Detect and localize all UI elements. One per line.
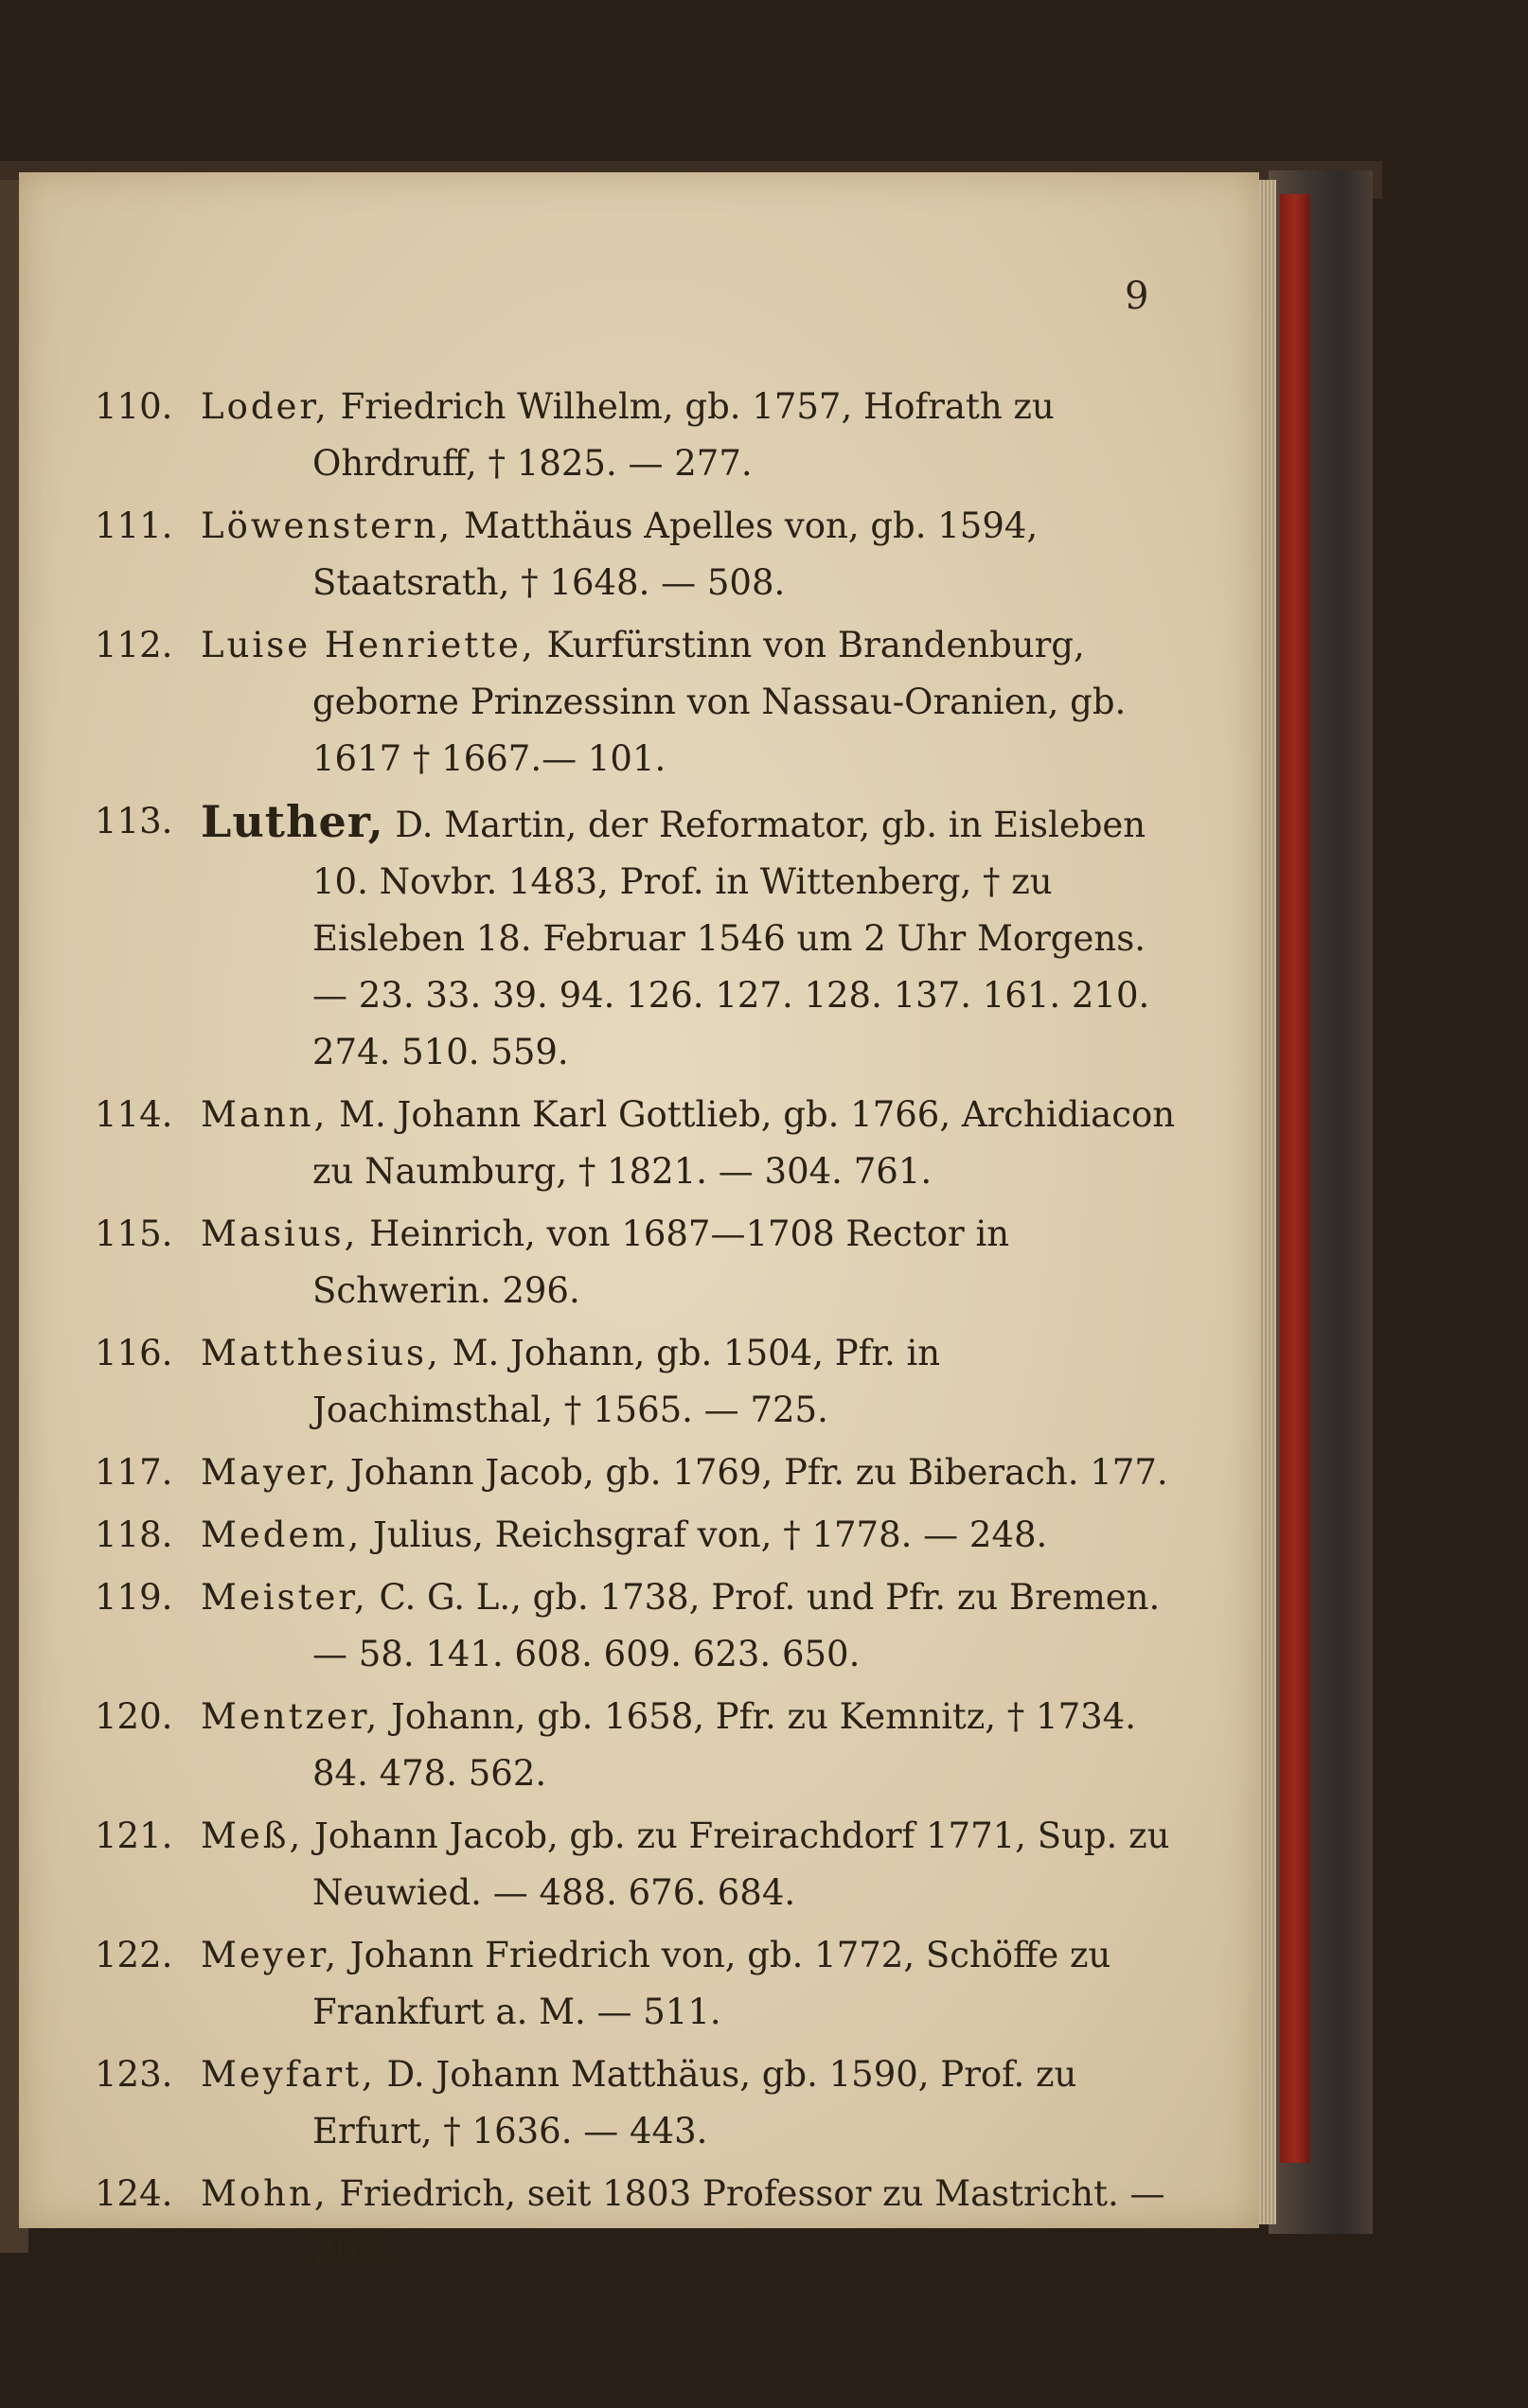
- entry-text: Johann Jacob, gb. zu Freirachdorf 1771, Sup. zu Neuwied. — 488. 676. 684.: [312, 1815, 1170, 1913]
- entry-number: 115.: [95, 1213, 173, 1254]
- entry-123: [95, 2046, 1183, 2160]
- entry-110: [95, 379, 1183, 492]
- entry-text: C. G. L., gb. 1738, Prof. und Pfr. zu Bremen. — 58. 141. 608. 609. 623. 650.: [312, 1577, 1161, 1674]
- entry-name: Meß,: [201, 1815, 304, 1856]
- register-entries: [95, 379, 1183, 2285]
- entry-text: M. Johann Karl Gottlieb, gb. 1766, Archidiacon zu Naumburg, † 1821. — 304. 761.: [312, 1094, 1176, 1192]
- entry-114: [95, 1087, 1183, 1200]
- entry-number: 117.: [95, 1452, 173, 1493]
- red-spine: [1280, 194, 1310, 2163]
- entry-name: Masius,: [201, 1213, 359, 1254]
- entry-name: Medem,: [201, 1514, 363, 1555]
- entry-name: Löwenstern,: [201, 505, 453, 546]
- entry-text: D. Martin, der Reformator, gb. in Eisleben 10. Novbr. 1483, Prof. in Wittenberg, † zu Eisleben 18. Februar 1546 um 2 Uhr Morgens. — 23. 33. 39. 94. 126. 127. 128. 137. 161. 210. 274. 510. 559.: [312, 805, 1150, 1072]
- entry-124: [95, 2166, 1183, 2279]
- entry-name: Matthesius,: [201, 1333, 441, 1373]
- entry-number: 112.: [95, 625, 173, 665]
- entry-text: M. Johann, gb. 1504, Pfr. in Joachimsthal, † 1565. — 725.: [312, 1333, 941, 1430]
- entry-number: 119.: [95, 1577, 173, 1618]
- entry-text: Friedrich, seit 1803 Professor zu Mastricht. — 261.: [312, 2173, 1165, 2271]
- entry-116: [95, 1325, 1183, 1439]
- entry-text: Johann, gb. 1658, Pfr. zu Kemnitz, † 1734. 84. 478. 562.: [312, 1696, 1136, 1794]
- entry-number: 118.: [95, 1514, 173, 1555]
- entry-number: 121.: [95, 1815, 173, 1856]
- entry-name: Meyer,: [201, 1935, 339, 1975]
- entry-name: Mentzer,: [201, 1696, 381, 1737]
- entry-number: 124.: [95, 2173, 173, 2214]
- entry-number: 113.: [95, 801, 173, 841]
- entry-number: 110.: [95, 386, 173, 427]
- entry-text: Friedrich Wilhelm, gb. 1757, Hofrath zu Ohrdruff, † 1825. — 277.: [312, 386, 1055, 484]
- entry-name: Mohn,: [201, 2173, 329, 2214]
- entry-name: Meister,: [201, 1577, 368, 1618]
- entry-117: [95, 1444, 1183, 1501]
- entry-number: 111.: [95, 505, 173, 546]
- entry-number: 122.: [95, 1935, 173, 1975]
- entry-111: [95, 498, 1183, 611]
- entry-119: [95, 1569, 1183, 1683]
- entry-number: 123.: [95, 2054, 173, 2095]
- entry-name: Luise Henriette,: [201, 625, 536, 665]
- entry-name: Mann,: [201, 1094, 329, 1135]
- entry-115: [95, 1206, 1183, 1319]
- entry-name: Meyfart,: [201, 2054, 376, 2095]
- entry-118: [95, 1507, 1183, 1564]
- entry-number: 116.: [95, 1333, 173, 1373]
- entry-120: [95, 1689, 1183, 1802]
- entry-number: 120.: [95, 1696, 173, 1737]
- entry-text: Heinrich, von 1687—1708 Rector in Schwerin. 296.: [312, 1213, 1010, 1311]
- entry-113: [95, 793, 1183, 1081]
- entry-name: Luther,: [201, 796, 384, 847]
- entry-text: Johann Jacob, gb. 1769, Pfr. zu Biberach. 177.: [349, 1452, 1168, 1493]
- entry-text: Kurfürstinn von Brandenburg, geborne Prinzessinn von Nassau-Oranien, gb. 1617 † 1667.— 101.: [312, 625, 1127, 779]
- entry-112: [95, 617, 1183, 788]
- entry-name: Mayer,: [201, 1452, 340, 1493]
- entry-name: Loder,: [201, 386, 329, 427]
- entry-121: [95, 1808, 1183, 1921]
- entry-text: Johann Friedrich von, gb. 1772, Schöffe zu Frankfurt a. M. — 511.: [312, 1935, 1111, 2032]
- entry-number: 114.: [95, 1094, 173, 1135]
- page-number: 9: [1125, 274, 1149, 318]
- entry-text: Julius, Reichsgraf von, † 1778. — 248.: [372, 1514, 1048, 1555]
- entry-text: Matthäus Apelles von, gb. 1594, Staatsrath, † 1648. — 508.: [312, 505, 1039, 603]
- entry-text: D. Johann Matthäus, gb. 1590, Prof. zu Erfurt, † 1636. — 443.: [312, 2054, 1077, 2151]
- entry-122: [95, 1927, 1183, 2041]
